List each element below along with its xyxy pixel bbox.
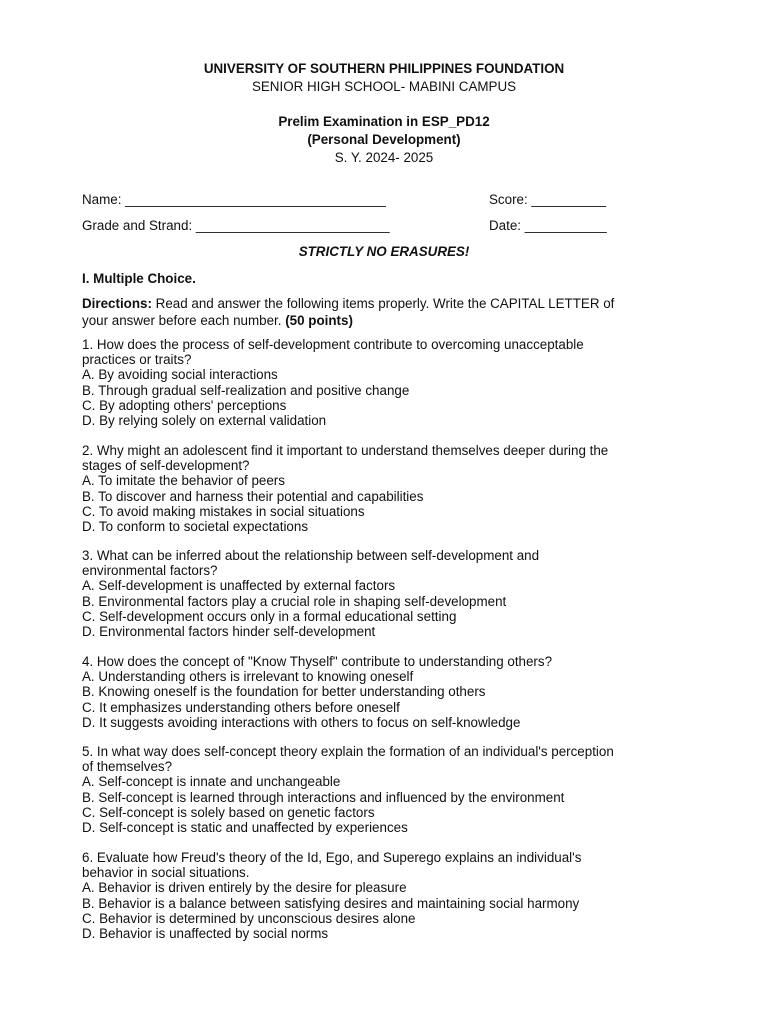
- directions-text-2: your answer before each number.: [82, 313, 286, 328]
- choice-b: B. Through gradual self-realization and positive change: [82, 382, 410, 398]
- points-label: (50 points): [285, 313, 353, 328]
- question-text: 6. Evaluate how Freud's theory of the Id, Ego, and Superego explains an individual's: [82, 850, 582, 865]
- question-2: [82, 443, 692, 534]
- choice-a: A. Self-concept is innate and unchangeable: [82, 774, 341, 790]
- choice-d: D. To conform to societal expectations: [82, 519, 309, 535]
- choice-b: B. Self-concept is learned through interactions and influenced by the environment: [82, 789, 565, 805]
- choice-a: A. Self-development is unaffected by external factors: [82, 578, 396, 594]
- exam-subject: (Personal Development): [307, 132, 461, 147]
- grade-strand-field: Grade and Strand: __________________________: [82, 218, 390, 233]
- choice-b: B. To discover and harness their potential and capabilities: [82, 488, 424, 504]
- choice-d: D. It suggests avoiding interactions with others to focus on self-knowledge: [82, 714, 521, 730]
- question-text: 1. How does the process of self-development contribute to overcoming unacceptable: [82, 337, 584, 352]
- choice-d: D. Self-concept is static and unaffected by experiences: [82, 820, 408, 836]
- question-text: 4. How does the concept of "Know Thyself" contribute to understanding others?: [82, 654, 553, 669]
- question-5: [82, 744, 692, 835]
- date-field: Date: ___________: [489, 218, 607, 233]
- choice-a: A. By avoiding social interactions: [82, 367, 278, 383]
- question-text-cont: practices or traits?: [82, 352, 192, 368]
- campus-name: SENIOR HIGH SCHOOL- MABINI CAMPUS: [251, 79, 517, 94]
- directions-line-1: [82, 296, 614, 311]
- choice-c: C. It emphasizes understanding others before oneself: [82, 699, 400, 715]
- score-field: Score: __________: [489, 192, 606, 207]
- question-text: 2. Why might an adolescent find it important to understand themselves deeper during the: [82, 443, 609, 458]
- question-text-cont: stages of self-development?: [82, 458, 250, 474]
- erasure-notice: STRICTLY NO ERASURES!: [298, 244, 470, 259]
- choice-c: C. To avoid making mistakes in social situations: [82, 503, 365, 519]
- question-text-cont: behavior in social situations.: [82, 865, 250, 881]
- question-1: [82, 337, 692, 428]
- section-title: I. Multiple Choice.: [82, 271, 196, 286]
- university-name: UNIVERSITY OF SOUTHERN PHILIPPINES FOUNDATION: [203, 61, 565, 76]
- choice-b: B. Environmental factors play a crucial role in shaping self-development: [82, 593, 507, 609]
- question-text-cont: environmental factors?: [82, 563, 218, 579]
- choice-c: C. Self-development occurs only in a formal educational setting: [82, 608, 457, 624]
- choice-c: C. By adopting others' perceptions: [82, 397, 287, 413]
- choice-d: D. Environmental factors hinder self-development: [82, 624, 376, 640]
- choice-c: C. Self-concept is solely based on genetic factors: [82, 804, 375, 820]
- directions-line-2: [82, 313, 353, 328]
- choice-d: D. By relying solely on external validation: [82, 413, 327, 429]
- directions-text: Read and answer the following items properly. Write the CAPITAL LETTER of: [151, 296, 615, 311]
- choice-b: B. Knowing oneself is the foundation for better understanding others: [82, 684, 486, 700]
- question-3: [82, 548, 692, 639]
- question-text-cont: of themselves?: [82, 759, 173, 775]
- choice-a: A. To imitate the behavior of peers: [82, 473, 285, 489]
- school-year: S. Y. 2024- 2025: [334, 150, 434, 165]
- choice-d: D. Behavior is unaffected by social norms: [82, 926, 329, 942]
- choice-a: A. Understanding others is irrelevant to knowing oneself: [82, 669, 414, 685]
- choice-b: B. Behavior is a balance between satisfying desires and maintaining social harmony: [82, 895, 580, 911]
- question-text: 5. In what way does self-concept theory explain the formation of an individual's perception: [82, 744, 614, 759]
- exam-title: Prelim Examination in ESP_PD12: [278, 114, 490, 129]
- question-text: 3. What can be inferred about the relationship between self-development and: [82, 548, 540, 563]
- choice-c: C. Behavior is determined by unconscious desires alone: [82, 910, 416, 926]
- choice-a: A. Behavior is driven entirely by the desire for pleasure: [82, 880, 407, 896]
- question-4: [82, 654, 692, 730]
- directions-label: Directions:: [82, 296, 152, 311]
- name-field: Name: ___________________________________: [82, 192, 386, 207]
- question-6: [82, 850, 692, 941]
